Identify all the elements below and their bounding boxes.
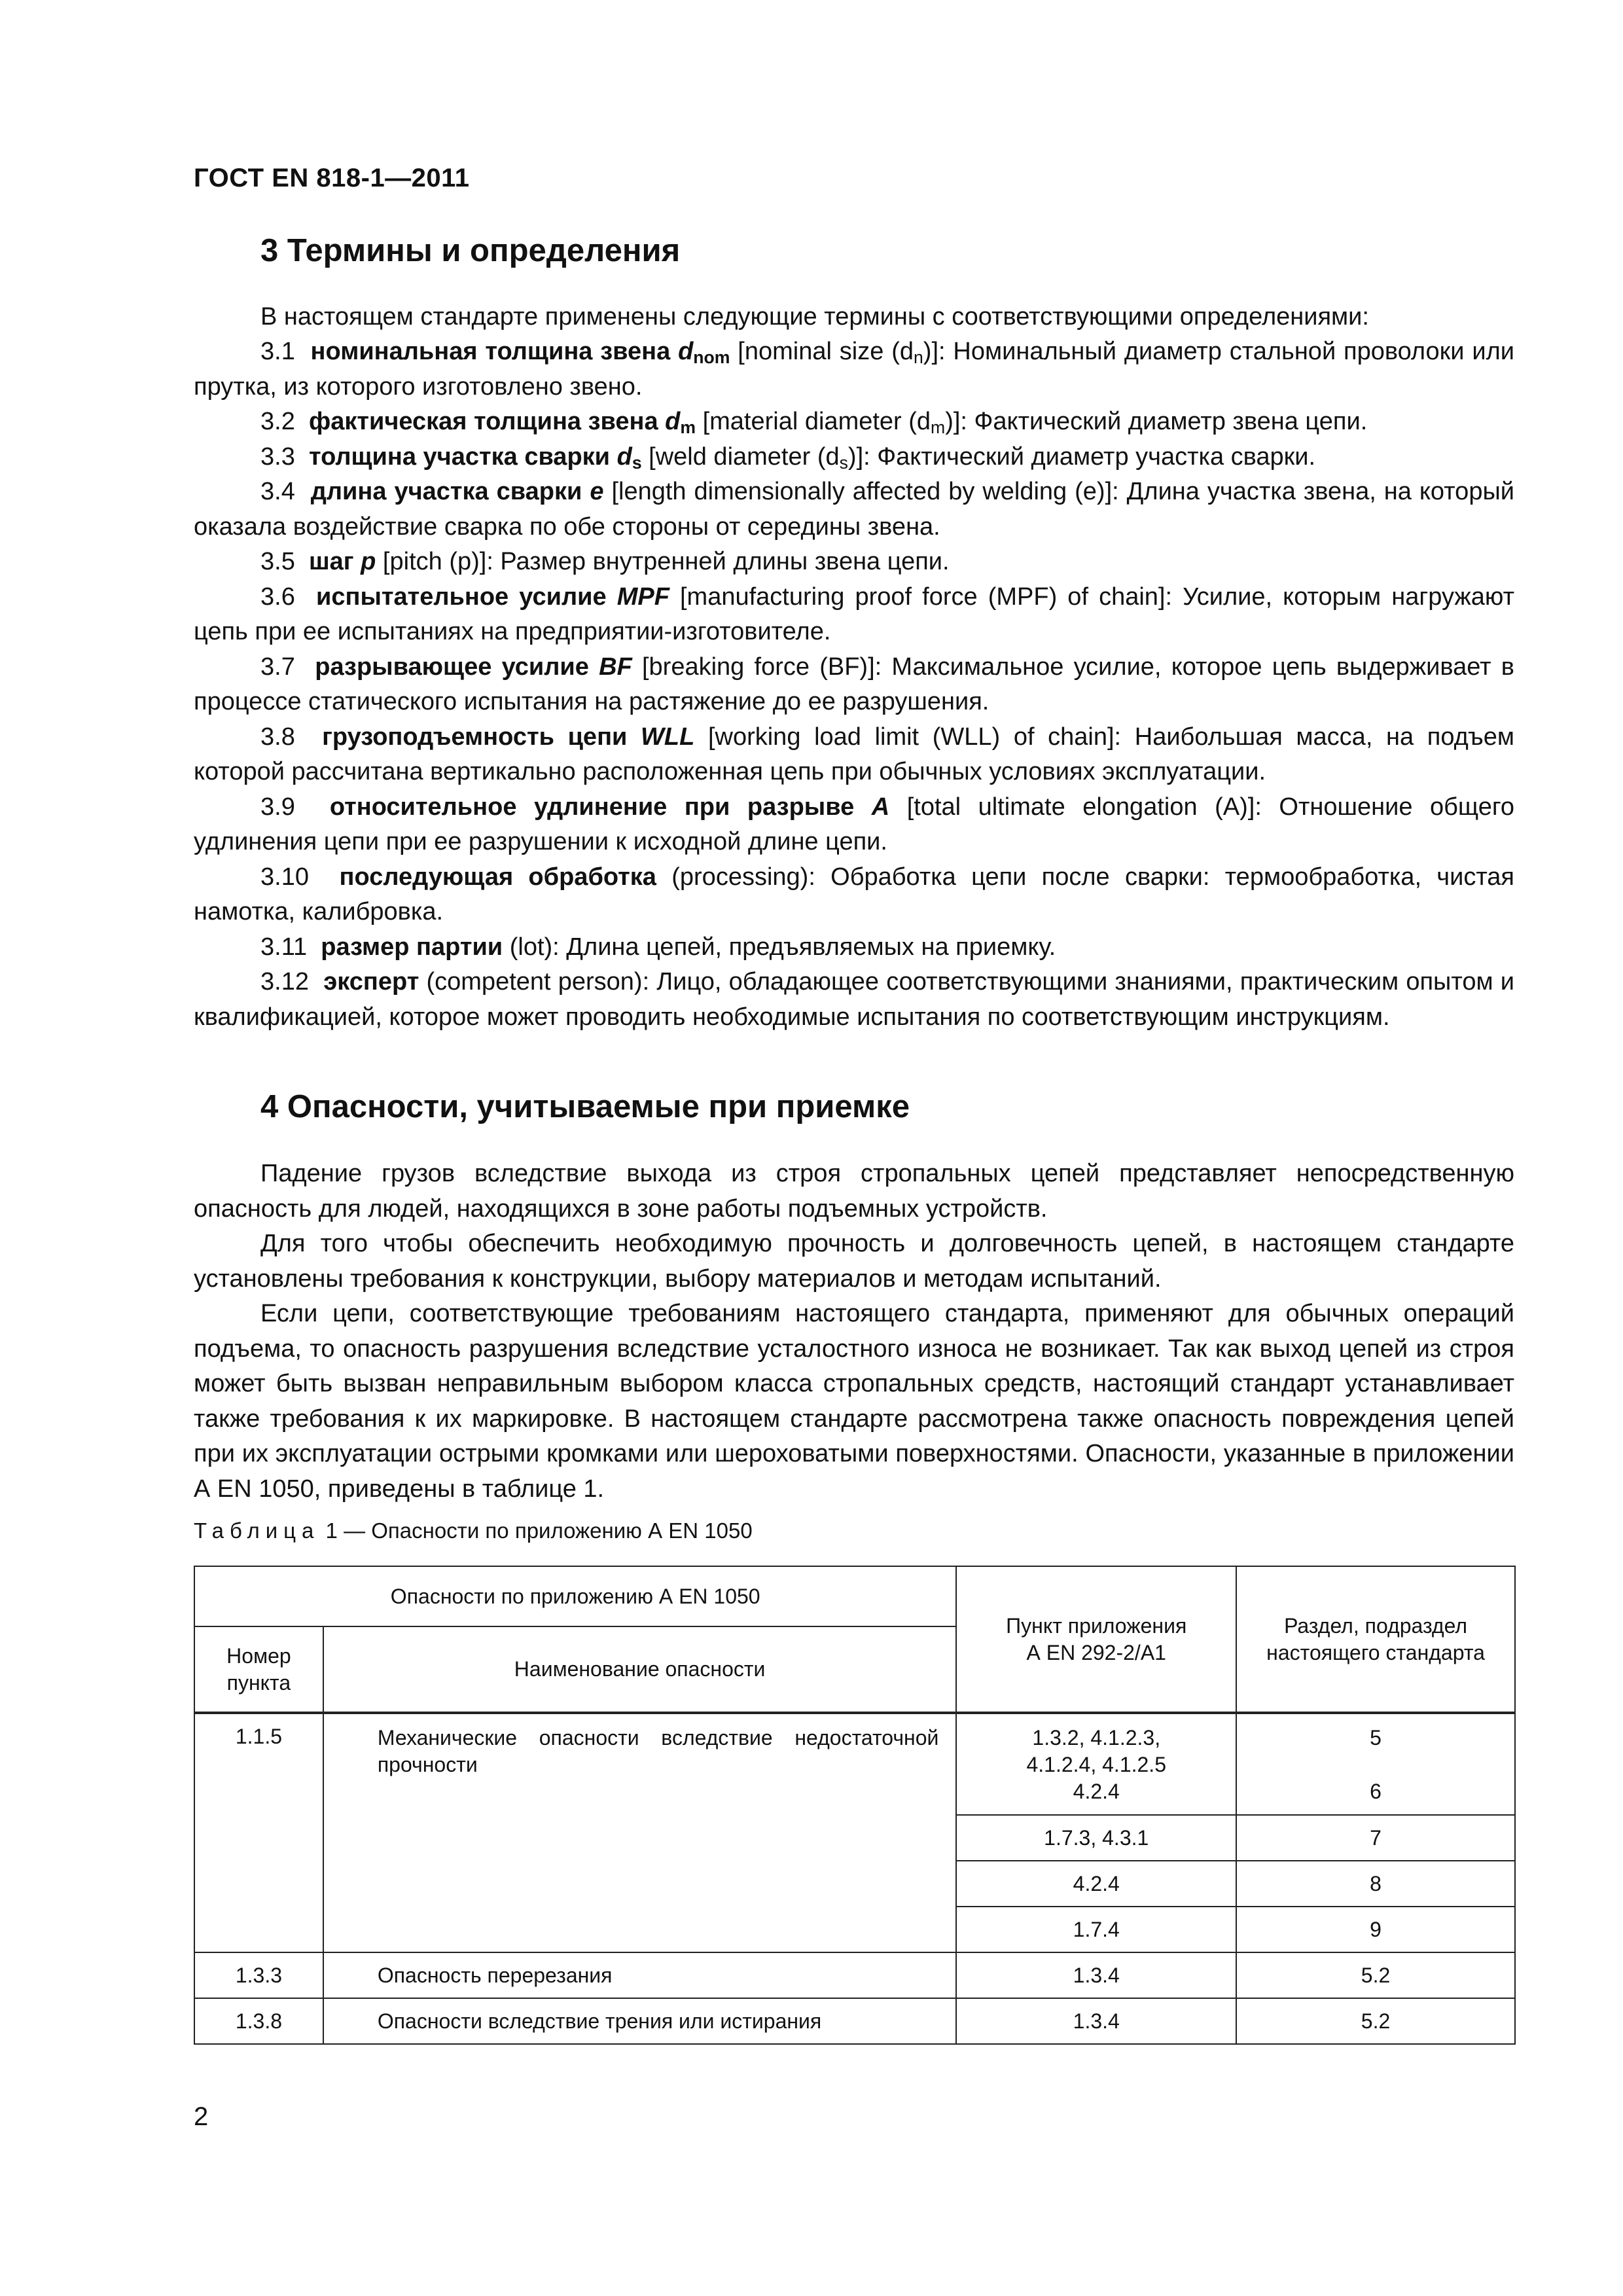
table-head-annex: Пункт приложения А EN 292-2/A1	[956, 1566, 1236, 1713]
row-num: 1.3.8	[194, 1998, 323, 2044]
term-symbol: p	[361, 548, 376, 575]
table-head-name: Наименование опасности	[323, 1626, 957, 1713]
section-3-title: 3 Термины и определения	[260, 233, 681, 268]
term-text: [pitch (p)]: Размер внутренней длины звена цепи.	[376, 548, 950, 575]
term-text: )]: Номинальный диаметр стальной проволоки или прутка, из которого изготовлено звено.	[194, 338, 1514, 401]
term-name: эксперт	[323, 968, 419, 996]
row-num: 1.1.5	[194, 1713, 323, 1952]
term-text: )]: Фактический диаметр участка сварки.	[847, 442, 1316, 471]
term-name: фактическая толщина звена	[308, 408, 666, 435]
term-subscript: n	[914, 348, 923, 367]
term-number: 3.1	[260, 338, 311, 365]
row-annex: 1.3.4	[956, 1952, 1236, 1998]
term-text: [material diameter (d	[696, 408, 931, 435]
row-section: 5.2	[1236, 1998, 1515, 2044]
term-symbol: A	[871, 793, 890, 821]
term-number: 3.10	[260, 863, 340, 891]
term-text: [breaking force (BF)]: Максимальное усилие, которое цепь выдерживает в процессе статического испытания на растяжение до ее разрушения.	[194, 653, 1514, 715]
table-caption	[194, 1518, 753, 1543]
row-annex: 1.3.2, 4.1.2.3, 4.1.2.4, 4.1.2.5 4.2.4	[956, 1713, 1236, 1815]
section-3-intro: В настоящем стандарте применены следующие термины с соответствующими определениями:	[260, 303, 1369, 331]
term-subscript: s	[839, 452, 848, 473]
term-text: (lot): Длина цепей, предъявляемых на приемку.	[503, 933, 1056, 961]
term-text: [working load limit (WLL) of chain]: Наибольшая масса, на подъем которой рассчитана вертикально расположенная цепь при обычных условиях эксплуатации.	[194, 723, 1514, 785]
table-row	[194, 1713, 1515, 1815]
section-4-paragraph: Для того чтобы обеспечить необходимую прочность и долговечность цепей, в настоящем стандарте установлены требования к конструкции, выбору материалов и методам испытаний.	[194, 1230, 1514, 1293]
table-row	[194, 1952, 1515, 1998]
row-annex: 4.2.4	[956, 1861, 1236, 1907]
term-definition	[194, 475, 1514, 545]
term-number: 3.5	[260, 548, 309, 575]
row-section: 8	[1236, 1861, 1515, 1907]
term-text: [manufacturing proof force (MPF) of chain]: Усилие, которым нагружают цепь при ее испытаниях на предприятии-изготовителе.	[194, 583, 1514, 645]
term-text: [total ultimate elongation (A)]: Отношение общего удлинения цепи при ее разрушении к исходной длине цепи.	[194, 793, 1514, 855]
hazards-table	[194, 1566, 1516, 2045]
term-number: 3.9	[260, 793, 330, 821]
term-text: )]: Фактический диаметр звена цепи.	[945, 408, 1368, 435]
term-definition	[194, 545, 1514, 580]
table-row	[194, 1998, 1515, 2044]
document-header: ГОСТ EN 818-1—2011	[194, 164, 470, 192]
table-head-section: Раздел, подраздел настоящего стандарта	[1236, 1566, 1515, 1713]
section-4-paragraph: Если цепи, соответствующие требованиям настоящего стандарта, применяют для обычных операций подъема, то опасность разрушения вследствие усталостного износа не возникает. Так как выход цепей из строя может быть вызван неправильным выбором класса стропальных средств, настоящий стандарт устанавливает также требования к их маркировке. В настоящем стандарте рассмотрена также опасность повреждения цепей при их эксплуатации острыми кромками или шероховатыми поверхностями. Опасности, указанные в приложении А EN 1050, приведены в таблице 1.	[194, 1300, 1514, 1503]
term-symbol: MPF	[616, 583, 669, 611]
term-symbol: WLL	[641, 723, 695, 751]
term-name: разрывающее усилие	[315, 653, 599, 681]
term-number: 3.8	[260, 723, 323, 751]
term-name: грузоподъемность цепи	[322, 723, 641, 751]
term-definition	[194, 440, 1514, 475]
term-definition	[194, 334, 1514, 404]
term-number: 3.2	[260, 408, 309, 435]
term-name: шаг	[308, 548, 361, 575]
term-name: испытательное усилие	[316, 583, 617, 611]
term-name: относительное удлинение при разрыве	[329, 793, 872, 821]
section-4-title: 4 Опасности, учитываемые при приемке	[260, 1089, 910, 1124]
term-subscript: m	[931, 418, 946, 437]
term-number: 3.12	[260, 968, 324, 996]
row-annex: 1.7.4	[956, 1907, 1236, 1952]
row-annex: 1.7.3, 4.3.1	[956, 1815, 1236, 1861]
term-number: 3.6	[260, 583, 316, 611]
term-name: длина участка сварки	[310, 478, 590, 505]
term-definition	[194, 790, 1514, 860]
term-number: 3.11	[260, 933, 321, 961]
term-definition	[194, 580, 1514, 650]
term-definition	[194, 965, 1514, 1035]
term-definition	[194, 930, 1514, 965]
term-name: номинальная толщина звена	[310, 338, 679, 365]
term-number: 3.3	[260, 442, 309, 471]
term-text: [length dimensionally affected by welding (e)]: Длина участка звена, на который оказала воздействие сварка по обе стороны от середины звена.	[194, 478, 1514, 541]
term-text: [weld diameter (d	[641, 442, 840, 471]
term-name: последующая обработка	[339, 863, 656, 891]
term-definition	[194, 860, 1514, 930]
term-text: [nominal size (d	[730, 338, 914, 365]
term-symbol: $d_s$	[616, 442, 642, 473]
row-name: Опасности вследствие трения или истирания	[323, 1998, 957, 2044]
term-name: размер партии	[321, 933, 503, 961]
terms-list	[194, 334, 1514, 1035]
table-caption-text: 1 — Опасности по приложению А EN 1050	[319, 1518, 753, 1543]
row-name: Механические опасности вследствие недостаточной прочности	[323, 1713, 957, 1952]
row-section: 9	[1236, 1907, 1515, 1952]
table-head-group: Опасности по приложению А EN 1050	[194, 1566, 956, 1626]
term-definition	[194, 720, 1514, 790]
term-symbol: e	[590, 478, 604, 505]
table-caption-word: Таблица	[194, 1518, 320, 1543]
row-section: 5.2	[1236, 1952, 1515, 1998]
row-section: 7	[1236, 1815, 1515, 1861]
section-4-paragraph: Падение грузов вследствие выхода из строя стропальных цепей представляет непосредственную опасность для людей, находящихся в зоне работы подъемных устройств.	[194, 1160, 1514, 1223]
row-name: Опасность перерезания	[323, 1952, 957, 1998]
term-number: 3.7	[260, 653, 315, 681]
row-num: 1.3.3	[194, 1952, 323, 1998]
term-name: толщина участка сварки	[308, 442, 617, 471]
row-annex: 1.3.4	[956, 1998, 1236, 2044]
term-symbol: BF	[599, 653, 632, 681]
term-definition	[194, 404, 1514, 440]
row-section: 5 6	[1236, 1713, 1515, 1815]
term-symbol: $d_m$	[665, 408, 696, 437]
term-text: (processing): Обработка цепи после сварки: термообработка, чистая намотка, калибровка.	[194, 863, 1515, 925]
term-number: 3.4	[260, 478, 311, 505]
term-symbol: $d_{nom}$	[678, 338, 730, 367]
table-head-num: Номер пункта	[194, 1626, 323, 1713]
term-definition	[194, 650, 1514, 720]
page-number: 2	[194, 2102, 209, 2131]
term-text: (competent person): Лицо, обладающее соответствующими знаниями, практическим опытом и квалификацией, которое может проводить необходимые испытания по соответствующим инструкциям.	[194, 968, 1514, 1031]
